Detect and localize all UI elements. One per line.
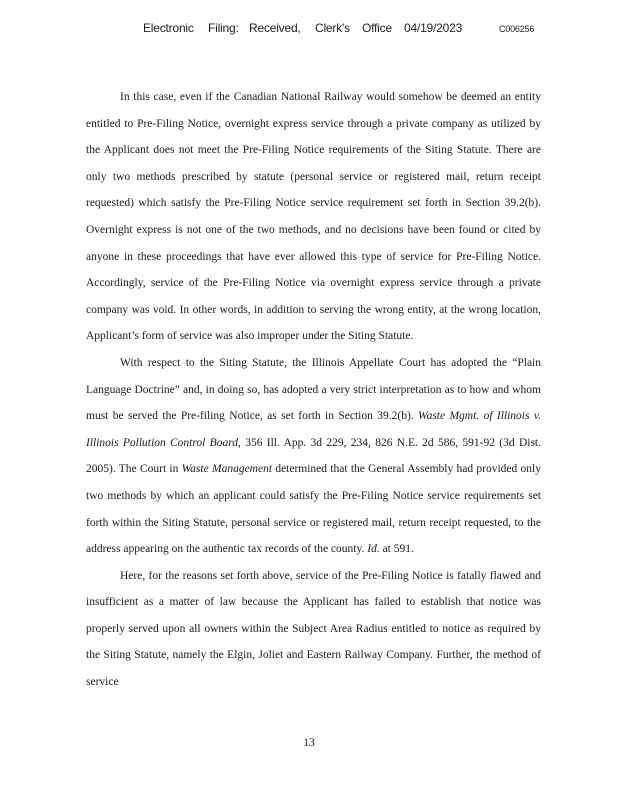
case-citation: Waste Management bbox=[181, 463, 273, 476]
header-date: 04/19/2023 bbox=[404, 21, 463, 35]
paragraph-text: 356 Ill. App. 3d 229, 234, 826 N.E. 2d 586, 591-92 (3d Dist. 2005). The Court in bbox=[86, 436, 541, 476]
header-office: Office bbox=[362, 21, 392, 35]
filing-header bbox=[0, 21, 618, 37]
case-citation: Id. bbox=[367, 543, 380, 556]
header-electronic: Electronic bbox=[143, 21, 194, 35]
case-citation: Waste Mgmt. of Illinois v. Illinois Pollution Control Board, bbox=[86, 410, 541, 449]
body-paragraph bbox=[86, 563, 541, 696]
body-paragraph bbox=[86, 350, 541, 563]
paragraph-text: at 591. bbox=[379, 543, 414, 556]
paragraph-text: With respect to the Siting Statute, the Illinois Appellate Court has adopted the “Plain Language Doctrine” and, in doing so, has adopted a very strict interpretation as to how and whom must be served the Pre-filing Notice, as set forth in Section 39.2(b). bbox=[86, 356, 541, 423]
header-received: Received, bbox=[249, 21, 301, 35]
paragraph-text: determined that the General Assembly had provided only two methods by which an applicant could satisfy the Pre-Filing Notice service requirements set forth within the Siting Statute, personal service or registered mail, return receipt requested, to the address appearing on the authentic tax records of the county. bbox=[86, 463, 541, 556]
paragraph-text: Here, for the reasons set forth above, service of the Pre-Filing Notice is fatally flawed and insufficient as a matter of law because the Applicant has failed to establish that notice was properly served upon all owners within the Subject Area Radius entitled to notice as required by the Siting Statute, namely the Elgin, Joliet and Eastern Railway Company. Further, the method of service bbox=[86, 569, 541, 689]
document-body bbox=[86, 84, 541, 696]
body-paragraph bbox=[86, 84, 541, 350]
page-number: 13 bbox=[303, 737, 315, 749]
paragraph-text: In this case, even if the Canadian National Railway would somehow be deemed an entity entitled to Pre-Filing Notice, overnight express service through a private company as utilized by the Applicant does not meet the Pre-Filing Notice requirements of the Siting Statute. There are only two methods prescribed by statute (personal service or registered mail, return receipt requested) which satisfy the Pre-Filing Notice service requirement set forth in Section 39.2(b). Overnight express is not one of the two methods, and no decisions have been found or cited by anyone in these proceedings that have ever allowed this type of service for Pre-Filing Notice. Accordingly, service of the Pre-Filing Notice via overnight express service through a private company was void. In other words, in addition to serving the wrong entity, at the wrong location, Applicant’s form of service was also improper under the Siting Statute. bbox=[86, 91, 541, 343]
header-clerks: Clerk's bbox=[315, 21, 350, 35]
header-document-id: C006256 bbox=[499, 24, 535, 34]
header-filing: Filing: bbox=[208, 21, 239, 35]
